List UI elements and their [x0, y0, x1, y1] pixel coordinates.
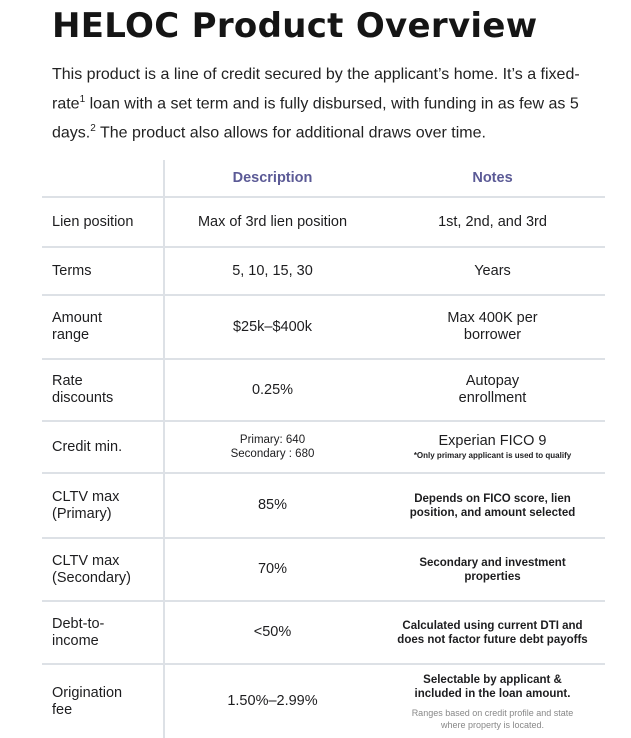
- row-label: Lien position: [42, 198, 165, 246]
- row-notes: Depends on FICO score, lien position, and amount selected: [409, 492, 576, 519]
- intro-text: loan with a set term and is fully disbursed, with funding in as few as 5 days.: [52, 95, 579, 142]
- row-notes: [380, 433, 605, 462]
- header-description: Description: [232, 169, 313, 186]
- credit-primary: Primary: 640: [239, 434, 306, 446]
- row-label: Credit min.: [42, 422, 165, 472]
- row-description: $25k–$400k: [232, 318, 312, 335]
- row-label: CLTV max (Secondary): [42, 539, 165, 600]
- row-label: Rate discounts: [42, 360, 165, 420]
- table-row: [42, 358, 605, 420]
- intro-text: This product is a line of credit secured by the applicant’s home. It’s a fixed-rate: [52, 66, 580, 113]
- row-description: <50%: [253, 624, 292, 640]
- table-row: [42, 472, 605, 537]
- row-notes: Calculated using current DTI and does not factor future debt payoffs: [397, 619, 588, 646]
- notes-footnote: *Only primary applicant is used to qualify: [413, 450, 572, 460]
- row-notes: [380, 673, 605, 731]
- table-row: [42, 246, 605, 294]
- row-notes: Secondary and investment properties: [419, 556, 566, 583]
- table-row: [42, 537, 605, 600]
- row-description: 70%: [257, 561, 288, 577]
- table-row: [42, 420, 605, 472]
- row-notes: Autopay enrollment: [458, 373, 527, 406]
- table-header: [42, 160, 605, 196]
- row-notes: Max 400K per borrower: [447, 310, 538, 343]
- row-notes: Years: [474, 262, 511, 279]
- row-label: Origination fee: [42, 665, 165, 738]
- product-table: [42, 160, 605, 738]
- footnote-ref: 1: [79, 94, 86, 105]
- table-row: [42, 196, 605, 246]
- notes-footnote: Ranges based on credit profile and state where property is located.: [411, 707, 574, 730]
- row-label: Terms: [42, 248, 165, 294]
- credit-secondary: Secondary : 680: [230, 448, 315, 460]
- row-description: 1.50%–2.99%: [227, 693, 318, 709]
- table-row: [42, 294, 605, 358]
- row-notes: 1st, 2nd, and 3rd: [438, 213, 547, 230]
- notes-main: Selectable by applicant & included in the loan amount.: [414, 673, 571, 700]
- table-row: [42, 600, 605, 663]
- row-description: Max of 3rd lien position: [197, 213, 348, 230]
- footnote-ref: 2: [90, 123, 96, 135]
- intro-paragraph: [52, 62, 612, 146]
- row-label: Amount range: [42, 296, 165, 358]
- row-description: 85%: [257, 497, 288, 513]
- row-description: 5, 10, 15, 30: [232, 262, 313, 279]
- page-title: HELOC Product Overview: [52, 6, 538, 46]
- row-label: Debt-to-income: [42, 602, 165, 663]
- header-notes: Notes: [472, 169, 513, 186]
- row-description: [165, 433, 380, 461]
- row-description: 0.25%: [251, 381, 294, 398]
- notes-main: Experian FICO 9: [438, 432, 547, 449]
- header-blank: [42, 160, 165, 196]
- intro-text: The product also allows for additional draws over time.: [95, 124, 486, 142]
- table-row: [42, 663, 605, 738]
- row-label: CLTV max (Primary): [42, 474, 165, 537]
